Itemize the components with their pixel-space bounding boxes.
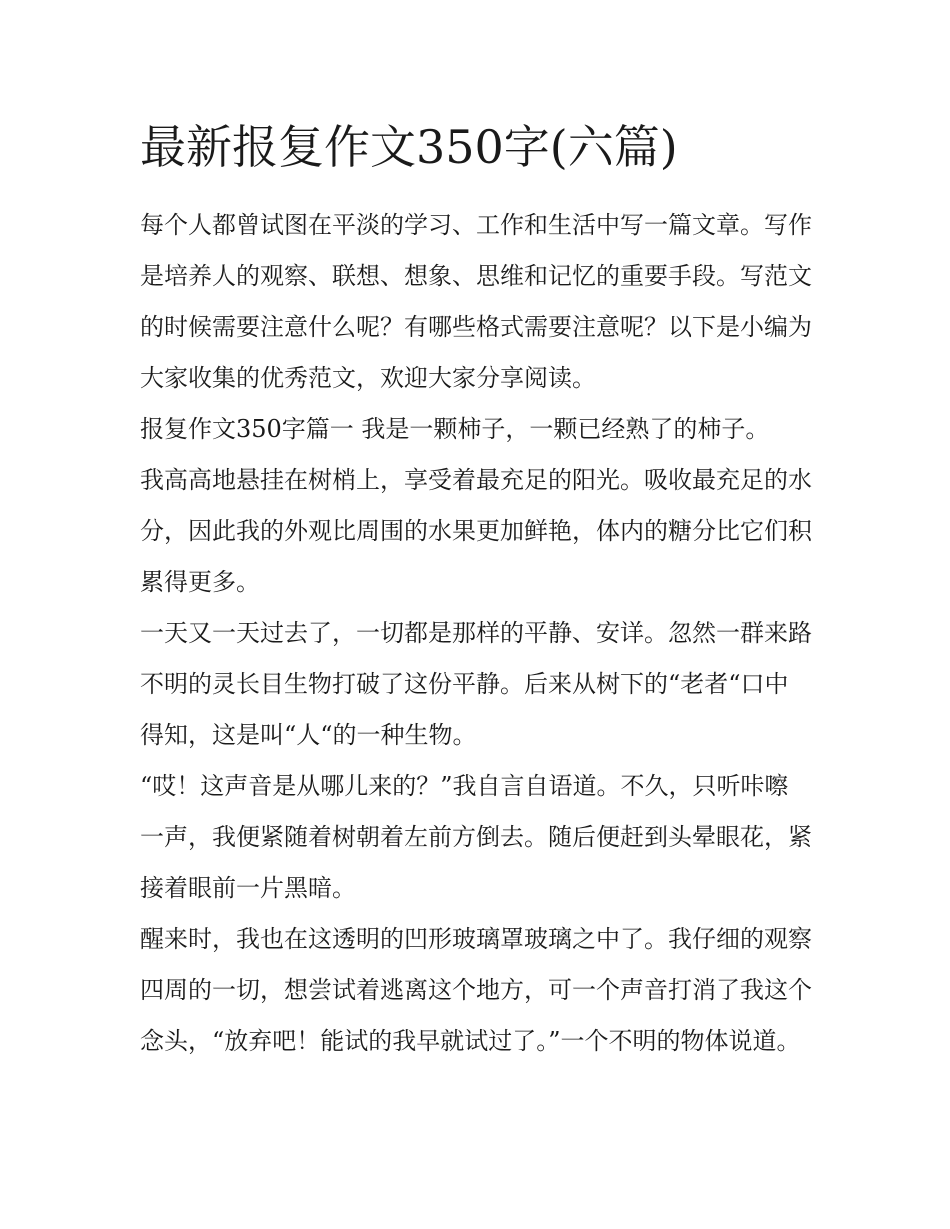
paragraph-2: 我高高地悬挂在树梢上，享受着最充足的阳光。吸收最充足的水分，因此我的外观比周围的水果更加鲜艳，体内的糖分比它们积累得更多。 xyxy=(140,466,812,596)
article-body xyxy=(140,200,812,1067)
page-title: 最新报复作文350字(六篇) xyxy=(140,120,678,174)
paragraph-intro: 每个人都曾试图在平淡的学习、工作和生活中写一篇文章。写作是培养人的观察、联想、想象、思维和记忆的重要手段。写范文的时候需要注意什么呢？有哪些格式需要注意呢？以下是小编为大家收集的优秀范文，欢迎大家分享阅读。 xyxy=(140,211,812,392)
paragraph-1: 报复作文350字篇一 我是一颗柿子，一颗已经熟了的柿子。 xyxy=(140,415,770,443)
paragraph-4: “哎！这声音是从哪儿来的？”我自言自语道。不久，只听咔嚓一声，我便紧随着树朝着左前方倒去。随后便赶到头晕眼花，紧接着眼前一片黑暗。 xyxy=(140,772,812,902)
paragraph-3: 一天又一天过去了，一切都是那样的平静、安详。忽然一群来路不明的灵长目生物打破了这份平静。后来从树下的“老者“口中得知，这是叫“人“的一种生物。 xyxy=(140,619,812,749)
paragraph-5: 醒来时，我也在这透明的凹形玻璃罩玻璃之中了。我仔细的观察四周的一切，想尝试着逃离这个地方，可一个声音打消了我这个念头，“放弃吧！能试的我早就试过了。”一个不明的物体说道。 xyxy=(140,925,812,1055)
